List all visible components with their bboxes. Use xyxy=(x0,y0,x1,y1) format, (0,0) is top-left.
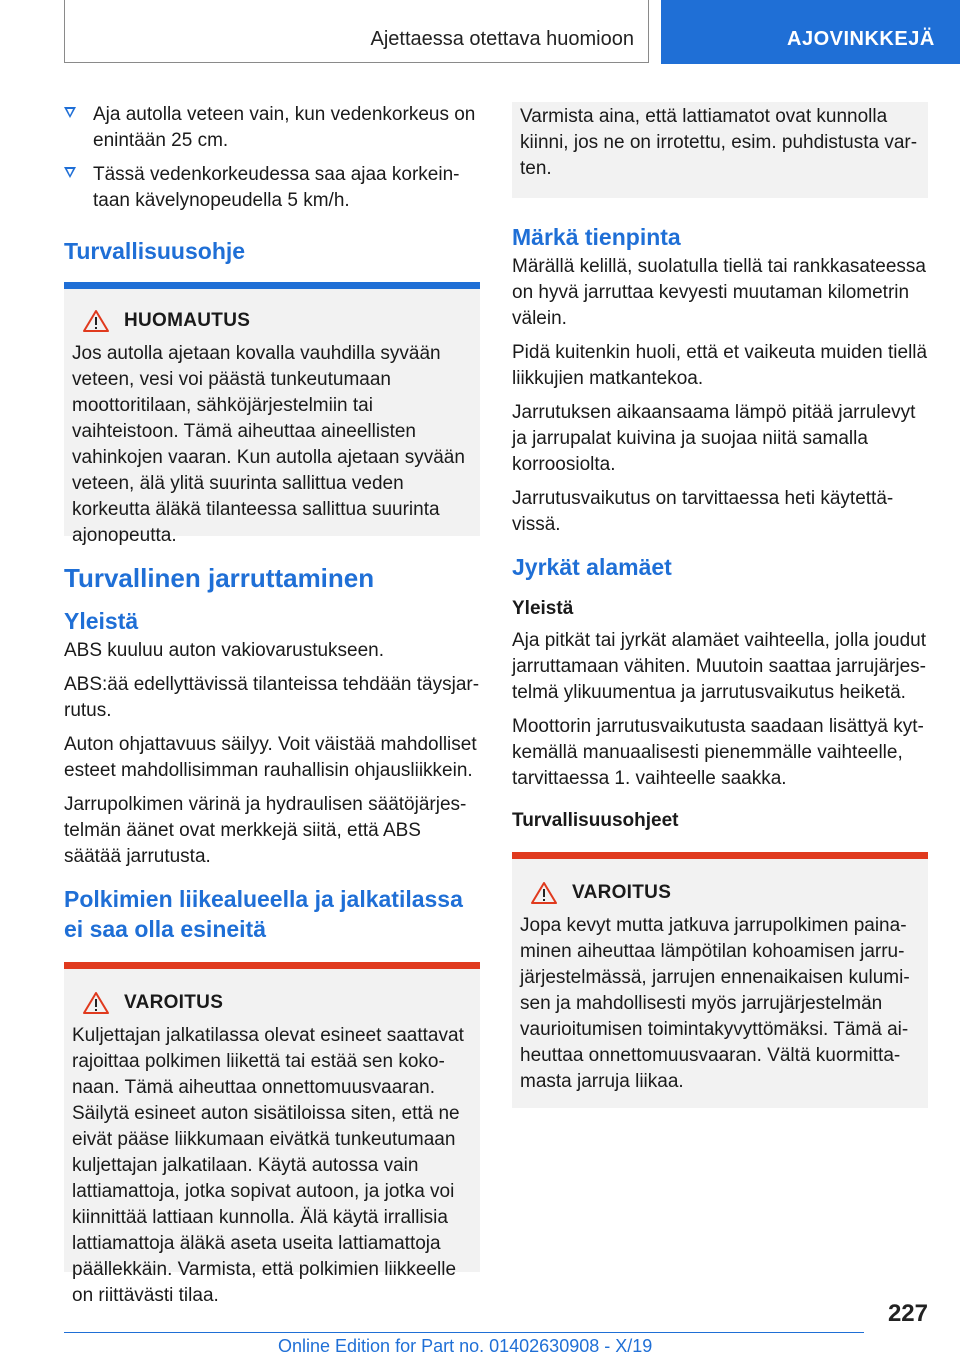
warning-header xyxy=(520,881,920,905)
warning-text: Kuljettajan jalkatilassa olevat esineet saattavat rajoittaa polkimen liikettä tai estää sen kokonaan. Tämä aiheuttaa onnettomuusvaaran. Säilytä esineet auton sisätiloissa siten, että ne eivät pääse liikkumaan eivätkä tunkeutumaan kuljettajan jalkatilaan. Käytä autossa vain lattiamattoja, jotka sopivat autoon, ja jotka voi kiinnittää lattiaan kunnolla. Älä käytä irrallisia lattiamattoja äläkä aseta useita lattiamattoja päällekkäin. Varmista, että polkimien liikkeelle on riittävästi tilaa. xyxy=(72,1025,464,1306)
footer-divider xyxy=(64,1332,864,1333)
slopes-general-heading: Yleistä xyxy=(512,598,574,619)
warning-header xyxy=(72,991,472,1015)
paragraph: ABS:ää edellyttävissä tilanteissa tehdään täysjarrutus. xyxy=(64,674,480,721)
braking-heading: Turvallinen jarruttaminen xyxy=(64,563,375,593)
pedal-heading: Polkimien liikealueella ja jalkatilassa ei saa olla esineitä xyxy=(64,886,463,942)
warning-label: VAROITUS xyxy=(124,992,224,1013)
notice-header xyxy=(72,309,472,333)
paragraph: Aja pitkät tai jyrkät alamäet vaihteella, jolla joudut jarruttamaan vähiten. Muutoin saattaa jarrujärjestelmä ylikuumentua ja jarrutusvaikutus heiketä. xyxy=(512,630,927,703)
bullet-triangle-icon xyxy=(64,107,76,118)
wet-road-heading: Märkä tienpinta xyxy=(512,224,681,250)
list-item xyxy=(64,102,480,154)
footer-edition: Online Edition for Part no. 01402630908 - X/19 xyxy=(278,1336,653,1356)
paragraph: Jarrutuksen aikaansaama lämpö pitää jarrulevyt ja jarrupalat kuivina ja suojaa niitä samalla korroosiolta. xyxy=(512,402,916,475)
slopes-heading: Jyrkät alamäet xyxy=(512,554,672,580)
list-item-text: Tässä vedenkorkeudessa saa ajaa korkeintaan kävelynopeudella 5 km/h. xyxy=(93,164,460,211)
water-depth-bullets xyxy=(64,102,480,214)
paragraph: Jarrupolkimen värinä ja hydraulisen säätöjärjestelmän äänet ovat merkkejä siitä, että ABS säätää jarrutusta. xyxy=(64,794,467,867)
warning-text: Jopa kevyt mutta jatkuva jarrupolkimen painaminen aiheuttaa lämpötilan kohoamisen jarrujärjestelmässä, jarrujen ennenaikaisen kulumisen ja mahdollisesti myös jarrujärjestelmän vaurioitumisen toimintakyvyttömäksi. Tämä aiheuttaa onnettomuusvaaran. Vältä kuormittamasta jarruja liikaa. xyxy=(520,915,910,1092)
paragraph: ABS kuuluu auton vakiovarustukseen. xyxy=(64,640,385,661)
safety-heading: Turvallisuusohje xyxy=(64,238,246,264)
paragraph: Moottorin jarrutusvaikutusta saadaan lisättyä kytkemällä manuaalisesti pienemmälle vaihteelle, tarvittaessa 1. vaihteelle saakka. xyxy=(512,716,924,789)
section-title-box xyxy=(64,0,649,63)
warning-continuation-box xyxy=(512,102,928,198)
list-item xyxy=(64,162,480,214)
paragraph: Pidä kuitenkin huoli, että et vaikeuta muiden tiellä liikkujien matkantekoa. xyxy=(512,342,928,389)
notice-box xyxy=(64,282,480,546)
bullet-triangle-icon xyxy=(64,167,76,178)
warning-triangle-icon xyxy=(82,991,110,1015)
right-column xyxy=(512,102,928,1108)
warning-continuation-text: Varmista aina, että lattiamatot ovat kunnolla kiinni, jos ne on irrotettu, esim. puhdistusta varten. xyxy=(520,106,918,179)
page-header xyxy=(0,0,960,66)
paragraph: Jarrutusvaikutus on tarvittaessa heti käytettävissä. xyxy=(512,488,894,535)
paragraph: Auton ohjattavuus säilyy. Voit väistää mahdolliset esteet mahdollisimman rauhallisin ohjausliikkein. xyxy=(64,734,477,781)
warning-label: VAROITUS xyxy=(572,882,672,903)
warning-triangle-icon xyxy=(82,309,110,333)
warning-box xyxy=(64,962,480,1306)
notice-label: HUOMAUTUS xyxy=(124,310,251,331)
left-column xyxy=(64,102,480,1306)
section-title: Ajettaessa otettava huomioon xyxy=(370,28,634,50)
general-heading: Yleistä xyxy=(64,608,139,634)
list-item-text: Aja autolla veteen vain, kun vedenkorkeus on enintään 25 cm. xyxy=(93,104,476,151)
notice-text: Jos autolla ajetaan kovalla vauhdilla syvään veteen, vesi voi päästä tunkeutumaan moottoritilaan, sähköjärjestelmiin tai vaihteistoon. Tämä aiheuttaa aineellisten vahinkojen vaaran. Kun autolla ajetaan syvään veteen, älä ylitä suurinta sallittua veden korkeutta äläkä tilanteessa sallittua suurinta ajonopeutta. xyxy=(72,343,465,546)
slopes-safety-heading: Turvallisuusohjeet xyxy=(512,810,679,831)
page-number: 227 xyxy=(887,1300,928,1327)
warning-triangle-icon xyxy=(530,881,558,905)
chapter-title: AJOVINKKEJÄ xyxy=(787,28,935,50)
warning-box xyxy=(512,852,928,1108)
chapter-tab xyxy=(661,0,960,64)
paragraph: Märällä kelillä, suolatulla tiellä tai rankkasateessa on hyvä jarruttaa kevyesti muutaman kilometrin välein. xyxy=(512,256,926,329)
